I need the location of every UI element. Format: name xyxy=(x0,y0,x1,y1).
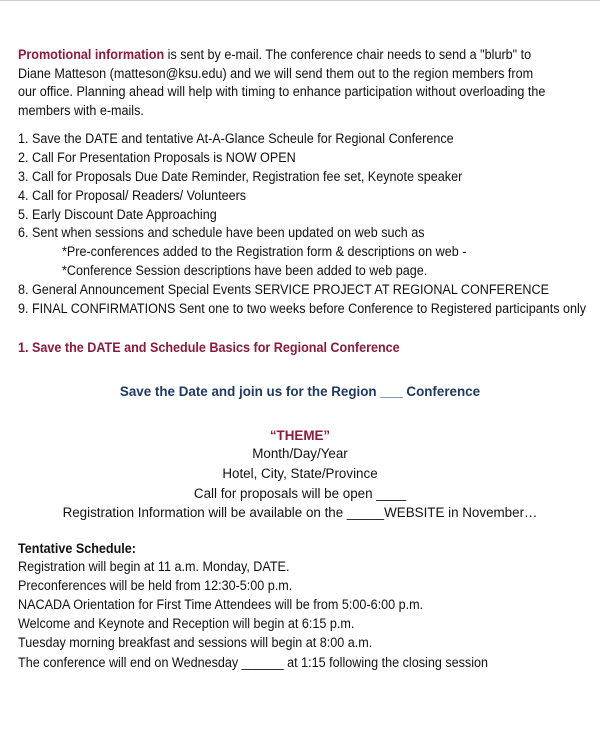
schedule-title: Tentative Schedule: xyxy=(18,541,136,556)
event-date: Month/Day/Year xyxy=(252,446,348,461)
step-1: 1. Save the DATE and tentative At-A-Glance Scheule for Regional Conference xyxy=(18,131,454,146)
schedule-item: Tuesday morning breakfast and sessions will begin at 8:00 a.m. xyxy=(18,635,373,650)
section-heading: 1. Save the DATE and Schedule Basics for Regional Conference xyxy=(18,340,400,355)
top-border xyxy=(0,0,600,1)
theme-label: “THEME” xyxy=(269,428,331,443)
schedule-item: The conference will end on Wednesday ______ at 1:15 following the closing session xyxy=(18,655,488,670)
intro-text: is sent by e-mail. The conference chair needs to send a "blurb" to Diane Matteson (matteson@ksu.edu) and we will send them out to the region members from our office. Planning ahead will help with timing to enhance participation without overloading the members with e-mails. xyxy=(18,47,546,118)
intro-paragraph xyxy=(18,46,554,120)
step-6-subitem-1: *Pre-conferences added to the Registration form & descriptions on web - xyxy=(62,244,467,259)
step-9: 9. FINAL CONFIRMATIONS Sent one to two weeks before Conference to Registered participants only xyxy=(18,301,587,316)
registration-line: Registration Information will be available on the _____WEBSITE in November… xyxy=(62,505,538,520)
proposals-line: Call for proposals will be open ____ xyxy=(193,486,407,501)
step-6-subitem-2: *Conference Session descriptions have been added to web page. xyxy=(62,263,428,278)
schedule-item: Preconferences will be held from 12:30-5:00 p.m. xyxy=(18,578,293,593)
save-date-headline: Save the Date and join us for the Region ___ Conference xyxy=(119,384,481,399)
schedule-item: Welcome and Keynote and Reception will begin at 6:15 p.m. xyxy=(18,616,355,631)
step-8: 8. General Announcement Special Events SERVICE PROJECT AT REGIONAL CONFERENCE xyxy=(18,282,549,297)
event-location: Hotel, City, State/Province xyxy=(222,466,378,481)
step-2: 2. Call For Presentation Proposals is NOW OPEN xyxy=(18,150,296,165)
step-5: 5. Early Discount Date Approaching xyxy=(18,207,217,222)
intro-highlight: Promotional information xyxy=(18,47,165,62)
schedule-item: NACADA Orientation for First Time Attendees will be from 5:00-6:00 p.m. xyxy=(18,597,424,612)
step-6: 6. Sent when sessions and schedule have been updated on web such as xyxy=(18,225,425,240)
step-4: 4. Call for Proposal/ Readers/ Volunteers xyxy=(18,188,247,203)
schedule-item: Registration will begin at 11 a.m. Monday, DATE. xyxy=(18,559,290,574)
step-3: 3. Call for Proposals Due Date Reminder, Registration fee set, Keynote speaker xyxy=(18,169,463,184)
